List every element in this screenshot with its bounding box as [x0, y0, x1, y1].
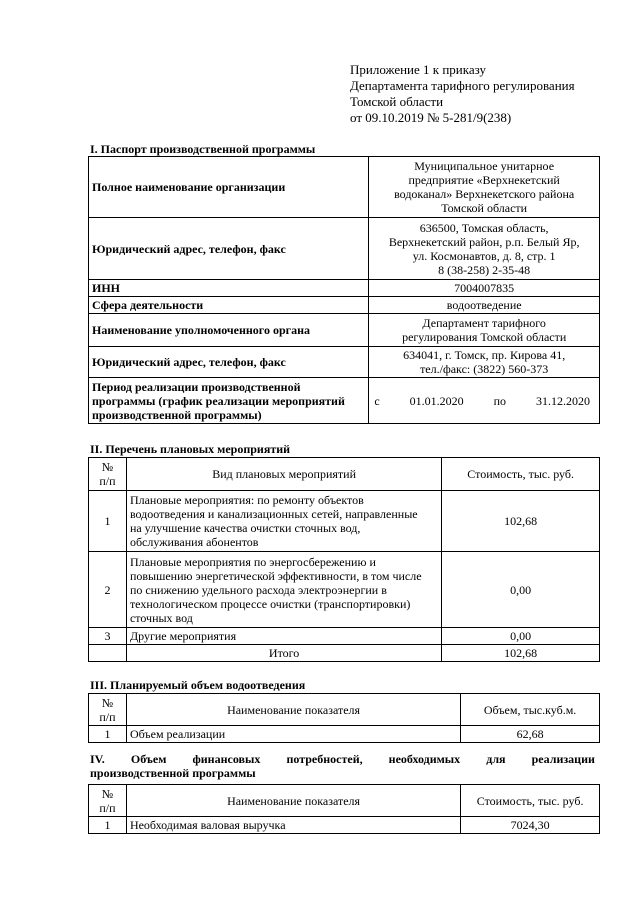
volume-table	[88, 693, 600, 743]
title-word: Объем	[130, 752, 167, 766]
title-word: необходимых	[388, 752, 461, 766]
name-line: обслуживания абонентов	[129, 535, 259, 549]
header-line: №	[101, 695, 114, 710]
table-row	[89, 347, 600, 378]
header-line: Томской области	[350, 94, 444, 109]
row-value	[369, 157, 600, 218]
total-label: Итого	[126, 645, 441, 662]
row-value: 7004007835	[369, 280, 600, 297]
period-from: 01.01.2020	[409, 393, 464, 408]
row-value: 62,68	[461, 726, 600, 743]
table-header-row	[89, 458, 600, 491]
table-row	[89, 628, 600, 645]
row-num: 1	[89, 491, 127, 552]
document-header	[350, 62, 575, 126]
name-line: Плановые мероприятия по энергосбережению и	[129, 554, 376, 569]
row-label: Юридический адрес, телефон, факс	[89, 347, 369, 378]
row-name	[126, 491, 441, 552]
value-line: Томской области	[441, 201, 528, 215]
row-label: Полное наименование организации	[89, 157, 369, 218]
row-label: Юридический адрес, телефон, факс	[89, 218, 369, 280]
row-cost: 0,00	[442, 552, 600, 628]
row-value: 7024,30	[461, 817, 600, 834]
period-to-word: по	[493, 393, 507, 408]
row-num: 2	[89, 552, 127, 628]
row-name: Необходимая валовая выручка	[126, 817, 460, 834]
label-line: программы (график реализации мероприятий	[92, 393, 345, 408]
table-row	[89, 378, 600, 424]
value-line: 8 (38-258) 2-35-48	[438, 262, 531, 277]
section-3-title: III. Планируемый объем водоотведения	[90, 678, 306, 692]
header-name: Наименование показателя	[126, 785, 460, 817]
header-line: №	[101, 460, 114, 474]
name-line: повышению энергетической эффективности, в том числе	[129, 568, 422, 583]
row-num: 3	[89, 628, 127, 645]
value-line: Муниципальное унитарное	[414, 159, 555, 173]
row-value	[369, 314, 600, 347]
value-line: водоканал» Верхнекетского района	[394, 187, 575, 201]
table-header-row	[89, 694, 600, 726]
value-line: 634041, г. Томск, пр. Кирова 41,	[403, 348, 566, 362]
header-line: от 09.10.2019 № 5-281/9(238)	[350, 110, 512, 125]
value-line: предприятие «Верхнекетский	[408, 173, 560, 187]
header-line: п/п	[99, 800, 116, 815]
title-word: реализации	[531, 752, 595, 766]
value-line: Верхнекетский район, р.п. Белый Яр,	[388, 234, 580, 249]
header-value: Стоимость, тыс. руб.	[461, 785, 600, 817]
header-cost: Стоимость, тыс. руб.	[442, 458, 600, 491]
name-line: технологическом процессе очистки (транспортировки)	[129, 596, 411, 611]
name-line: на улучшение качества очистки сточных вод,	[129, 521, 361, 535]
row-value	[369, 347, 600, 378]
section-1-title: I. Паспорт производственной программы	[90, 142, 316, 156]
table-row	[89, 314, 600, 347]
row-name: Объем реализации	[126, 726, 460, 743]
row-label: Наименование уполномоченного органа	[89, 314, 369, 347]
table-row	[89, 552, 600, 628]
value-line: Департамент тарифного	[422, 316, 546, 330]
title-word: для	[486, 752, 506, 766]
table-row	[89, 297, 600, 314]
header-num	[89, 458, 127, 491]
header-name: Наименование показателя	[126, 694, 460, 726]
period-from-word: с	[374, 393, 380, 408]
row-value: водоотведение	[369, 297, 600, 314]
header-line: п/п	[99, 709, 116, 724]
value-line: тел./факс: (3822) 560-373	[420, 362, 549, 376]
title-word: IV.	[90, 752, 105, 766]
financial-table	[88, 784, 600, 834]
row-label: Сфера деятельности	[89, 297, 369, 314]
period-value	[369, 378, 600, 424]
header-num	[89, 785, 127, 817]
name-line: по снижению удельного расхода электроэнергии в	[129, 582, 387, 597]
name-line: сточных вод	[129, 610, 193, 625]
period-to: 31.12.2020	[535, 393, 590, 408]
title-word: потребностей,	[286, 752, 363, 766]
header-line: №	[101, 786, 114, 801]
section-4-title	[90, 752, 595, 780]
passport-table	[88, 156, 600, 424]
table-row	[89, 726, 600, 743]
value-line: регулирования Томской области	[402, 330, 567, 344]
row-value	[369, 218, 600, 280]
table-total-row	[89, 645, 600, 662]
header-value: Объем, тыс.куб.м.	[461, 694, 600, 726]
title-word: финансовых	[192, 752, 261, 766]
row-cost: 0,00	[442, 628, 600, 645]
value-line: ул. Космонавтов, д. 8, стр. 1	[412, 248, 556, 263]
row-cost: 102,68	[442, 491, 600, 552]
table-row	[89, 280, 600, 297]
table-header-row	[89, 785, 600, 817]
row-num: 1	[89, 817, 127, 834]
total-empty-cell	[89, 645, 127, 662]
row-name	[126, 552, 441, 628]
row-label: ИНН	[89, 280, 369, 297]
name-line: Плановые мероприятия: по ремонту объектов	[129, 493, 364, 507]
table-row	[89, 817, 600, 834]
table-row	[89, 157, 600, 218]
row-name: Другие мероприятия	[126, 628, 441, 645]
value-line: 636500, Томская область,	[419, 220, 549, 235]
header-line: Департамента тарифного регулирования	[350, 78, 575, 93]
table-row	[89, 218, 600, 280]
header-num	[89, 694, 127, 726]
total-cost: 102,68	[442, 645, 600, 662]
header-line: п/п	[99, 474, 116, 488]
row-num: 1	[89, 726, 127, 743]
title-line: производственной программы	[90, 766, 256, 780]
table-row	[89, 491, 600, 552]
label-line: производственной программы)	[92, 407, 262, 422]
row-label	[89, 378, 369, 424]
activities-table	[88, 457, 600, 662]
header-line: Приложение 1 к приказу	[350, 62, 487, 77]
label-line: Период реализации производственной	[92, 379, 301, 394]
section-2-title: II. Перечень плановых мероприятий	[90, 442, 291, 456]
header-name: Вид плановых мероприятий	[126, 458, 441, 491]
name-line: водоотведения и канализационных сетей, направленные	[129, 507, 418, 521]
